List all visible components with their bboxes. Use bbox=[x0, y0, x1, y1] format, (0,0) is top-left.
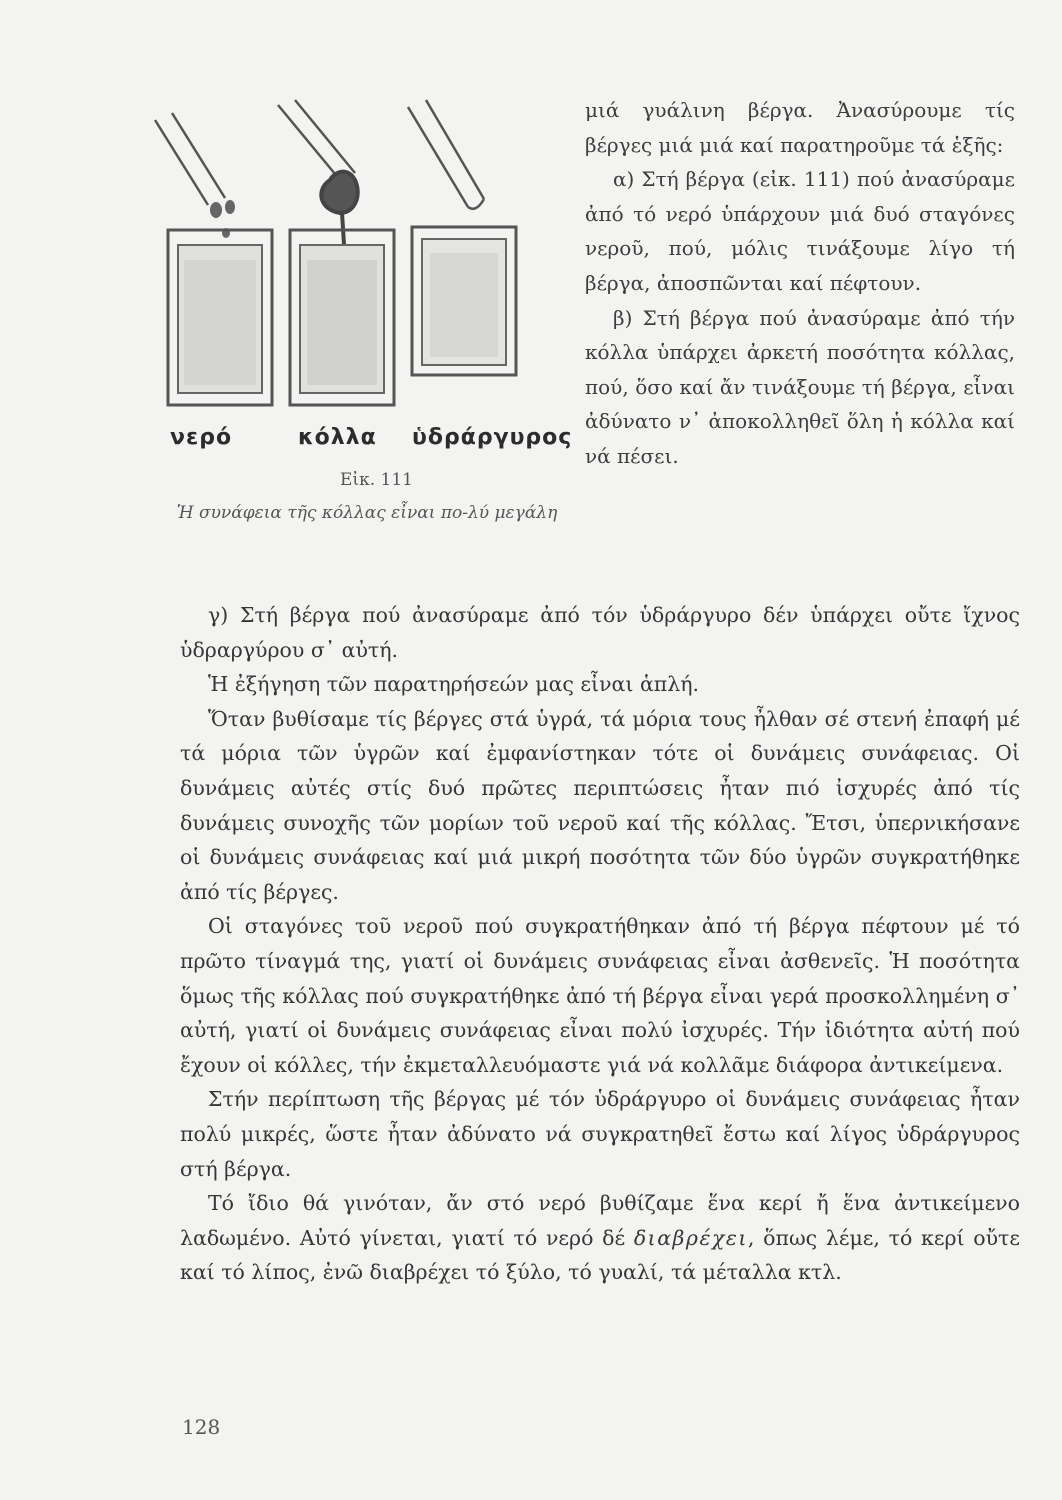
wetting-text-after: , ὅπως λέμε, τό κερί οὔτε καί τό λίπος, ἐνῶ διαβρέχει τό ξύλο, τό γυαλί, τά μέταλλα κτλ. bbox=[180, 1225, 1021, 1285]
paragraph-c: γ) Στή βέργα πού ἀνασύραμε ἀπό τόν ὑδράργυρο δέν ὑπάρχει οὔτε ἴχνος ὑδραργύρου σ᾽ αὐτή. bbox=[180, 603, 1020, 662]
paragraph-explanation-intro: Ἡ ἐξήγηση τῶν παρατηρήσεών μας εἶναι ἁπλή. bbox=[208, 672, 700, 697]
wetting-emphasis: διαβρέχει bbox=[633, 1225, 748, 1250]
container-mercury bbox=[412, 227, 516, 375]
paragraph-wetting bbox=[180, 1186, 1020, 1290]
wetting-text-before: Τό ἴδιο θά γινόταν, ἄν στό νερό βυθίζαμε ἕνα κερί ἤ ἕνα ἀντικείμενο λαδωμένο. Αὐτό γίνεται, γιατί τό νερό δέ bbox=[180, 1191, 1020, 1250]
figure-labels bbox=[170, 425, 573, 461]
paragraph-water-drops: Οἱ σταγόνες τοῦ νεροῦ πού συγκρατήθηκαν ἀπό τή βέργα πέφτουν μέ τό πρῶτο τίναγμά της, γιατί οἱ δυνάμεις συνάφειας εἶναι ἀσθενεῖς. Ἡ ποσότητα ὅμως τῆς κόλλας πού συγκρατήθηκε ἀπό τή βέργα εἶναι γερά προσκολλημένη σ᾽ αὐτή, γιατί οἱ δυνάμεις συνάφειας εἶναι πολύ ἰσχυρές. Τήν ἰδιότητα αὐτή πού ἔχουν οἱ κόλλες, τήν ἐκμεταλλευόμαστε γιά νά κολλᾶμε διάφορα ἀντικείμενα. bbox=[180, 914, 1020, 1077]
page-number: 128 bbox=[182, 1415, 221, 1439]
label-glue: κόλλα bbox=[298, 425, 377, 450]
right-column-text bbox=[585, 93, 1015, 474]
main-body-text bbox=[180, 598, 1020, 1290]
figure-number: Εἰκ. 111 bbox=[340, 470, 413, 490]
paragraph-b: β) Στή βέργα πού ἀνασύραμε ἀπό τήν κόλλα ὑπάρχει ἀρκετή ποσότητα κόλλας, πού, ὅσο καί ἄν τινάξουμε τή βέργα, εἶναι ἀδύνατο ν᾽ ἀποκολληθεῖ ὅλη ἡ κόλλα καί νά πέσει. bbox=[585, 305, 1015, 468]
container-water bbox=[168, 230, 272, 405]
paragraph-intro: μιά γυάλινη βέργα. Ἀνασύρουμε τίς βέργες μιά μιά καί παρατηροῦμε τά ἑξῆς: bbox=[585, 98, 1015, 157]
label-water: νερό bbox=[170, 425, 233, 450]
container-glue bbox=[290, 230, 394, 405]
paragraph-a: α) Στή βέργα (εἰκ. 111) πού ἀνασύραμε ἀπό τό νερό ὑπάρχουν μιά δυό σταγόνες νεροῦ, πού, μόλις τινάξουμε λίγο τή βέργα, ἀποσπῶνται καί πέφτουν. bbox=[585, 167, 1015, 295]
paragraph-adhesion-forces: Ὅταν βυθίσαμε τίς βέργες στά ὑγρά, τά μόρια τους ἦλθαν σέ στενή ἐπαφή μέ τά μόρια τῶν ὑγρῶν καί ἐμφανίστηκαν τότε οἱ δυνάμεις συνάφειας. Οἱ δυνάμεις αὐτές στίς δυό πρῶτες περιπτώσεις ἦταν πιό ἰσχυρές ἀπό τίς δυνάμεις συνοχῆς τῶν μορίων τοῦ νεροῦ καί τῆς κόλλας. Ἔτσι, ὑπερνικήσανε οἱ δυνάμεις συνάφειας καί μιά μικρή ποσότητα τῶν δύο ὑγρῶν συγκρατήθηκε ἀπό τίς βέργες. bbox=[180, 706, 1020, 904]
water-drops bbox=[210, 200, 235, 238]
label-mercury: ὑδράργυρος bbox=[412, 425, 573, 450]
glass-rod-water bbox=[155, 113, 225, 205]
paragraph-mercury: Στήν περίπτωση τῆς βέργας μέ τόν ὑδράργυρο οἱ δυνάμεις συνάφειας ἦταν πολύ μικρές, ὥστε ἦταν ἀδύνατο νά συγκρατηθεῖ ἔστω καί λίγος ὑδράργυρος στή βέργα. bbox=[180, 1087, 1020, 1181]
glass-rod-glue bbox=[278, 100, 355, 180]
glass-rod-mercury bbox=[408, 100, 484, 209]
figure-caption: Ἡ συνάφεια τῆς κόλλας εἶναι πο-λύ μεγάλη bbox=[176, 503, 558, 523]
